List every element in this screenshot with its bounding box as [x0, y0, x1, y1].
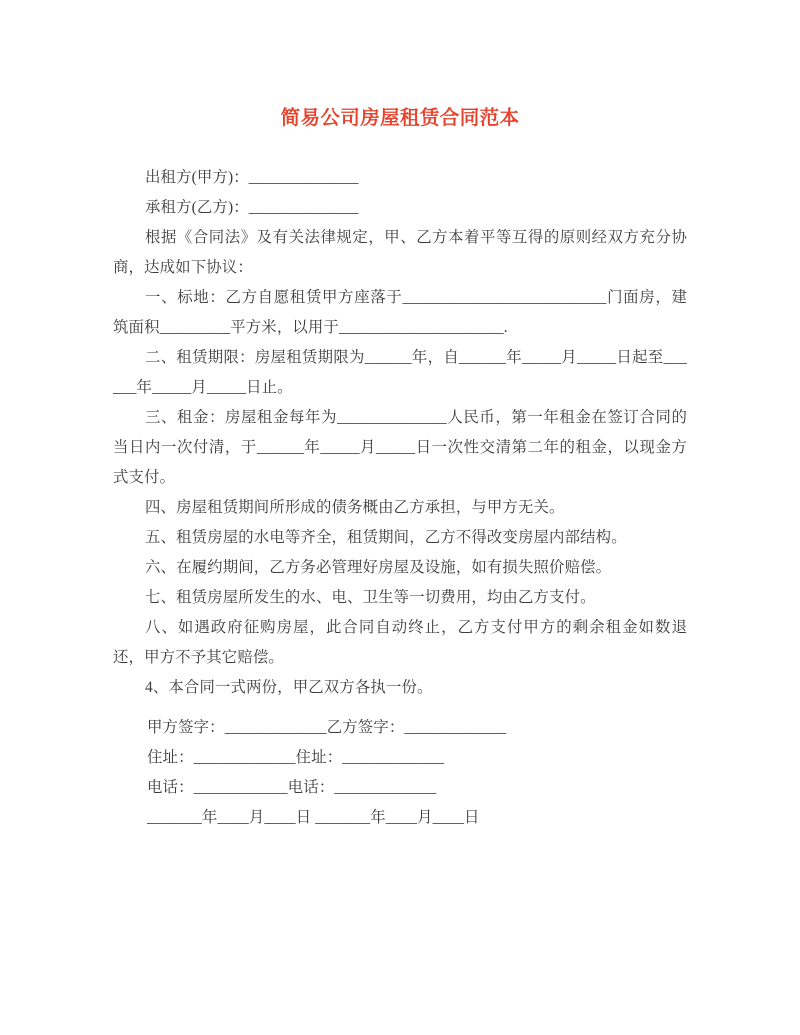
clause-7-expenses: 七、租赁房屋所发生的水、电、卫生等一切费用，均由乙方支付。 [145, 589, 596, 606]
page-title: 简易公司房屋租赁合同范本 [280, 107, 520, 129]
document-body [113, 163, 687, 703]
lessor-party-line: 出租方(甲方)：______________ [145, 169, 359, 186]
clause-3-rent: 三、租金：房屋租金每年为______________人民币，第一年租金在签订合同的当日内一次付清，于______年_____月_____日一次性交清第二年的租金，以现金方式支付。 [113, 409, 687, 486]
signature-date-line: _______年____月____日 _______年____月____日 [147, 809, 480, 826]
clause-4-debts: 四、房屋租赁期间所形成的债务概由乙方承担，与甲方无关。 [145, 499, 565, 516]
signature-phone-line: 电话：____________电话：_____________ [147, 779, 437, 796]
signature-names-line: 甲方签字：_____________乙方签字：_____________ [147, 719, 507, 736]
signature-address-line: 住址：_____________住址：_____________ [147, 749, 445, 766]
clause-6-maintenance: 六、在履约期间，乙方务必管理好房屋及设施，如有损失照价赔偿。 [145, 559, 612, 576]
clause-9-copies: 4、本合同一式两份，甲乙双方各执一份。 [145, 679, 433, 696]
clause-8-government-acquisition: 八、如遇政府征购房屋，此合同自动终止，乙方支付甲方的剩余租金如数退还，甲方不予其它赔偿。 [113, 619, 687, 666]
lessee-party-line: 承租方(乙方)：______________ [145, 199, 359, 216]
clause-1-subject: 一、标地：乙方自愿租赁甲方座落于__________________________门面房，建筑面积_________平方米，以用于_____________________. [113, 289, 687, 336]
clause-5-utilities-structure: 五、租赁房屋的水电等齐全，租赁期间，乙方不得改变房屋内部结构。 [145, 529, 627, 546]
signature-block [147, 713, 687, 833]
clause-2-lease-term: 二、租赁期限：房屋租赁期限为______年，自______年_____月_____日起至______年_____月_____日止。 [113, 349, 687, 396]
preamble-paragraph: 根据《合同法》及有关法律规定，甲、乙方本着平等互得的原则经双方充分协商，达成如下协议： [113, 229, 687, 276]
